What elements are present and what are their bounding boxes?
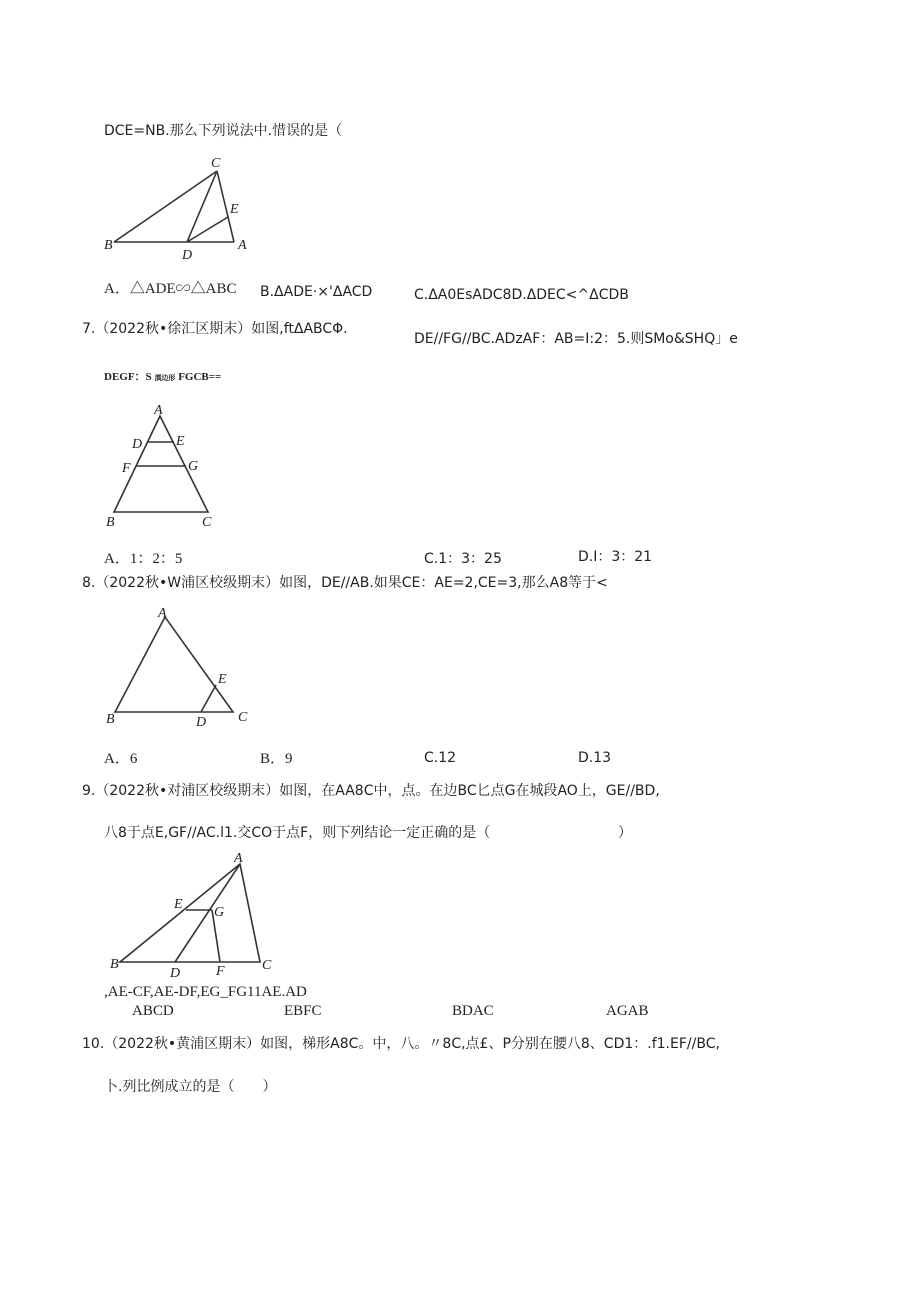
q6-stem-tail: DCE=NB.那么下列说法中.惜误的是（ <box>104 123 343 139</box>
q7-stem-line2-head: DEGF：S <box>104 371 152 383</box>
q8-option-b: B．9 <box>260 751 293 767</box>
q8-label-e: E <box>218 672 227 687</box>
q9-option-a-denominator: ABCD <box>132 1003 174 1019</box>
q8-label-d: D <box>196 715 207 730</box>
q9-label-c: C <box>262 958 272 973</box>
q7-stem: 7.（2022秋•徐汇区期末）如图,ftΔABCΦ. <box>82 321 348 337</box>
q7-label-e: E <box>176 434 185 449</box>
q7-stem-right: DE//FG//BC.ADzAF：AB=I:2：5.则SMo&SHQ」e <box>414 331 738 347</box>
q9-label-g: G <box>214 905 225 920</box>
q8-label-c: C <box>238 710 248 725</box>
q8-stem: 8.（2022秋•W浦区校级期末）如图，DE//AB.如果CE：AE=2,CE=3,那么A8等于< <box>82 575 608 591</box>
q9-stem-close: ） <box>618 825 632 841</box>
q7-option-d: D.I：3：21 <box>578 549 653 565</box>
q7-stem-line2-tail: FGCB== <box>178 371 222 383</box>
q9-option-d-denominator: AGAB <box>606 1003 649 1019</box>
q7-stem-subscript: 滇边形 <box>154 374 176 382</box>
q8-option-d: D.13 <box>578 750 612 766</box>
q7-label-g: G <box>188 459 199 474</box>
q8-label-b: B <box>106 712 115 727</box>
q6-label-d: D <box>182 248 193 263</box>
q9-label-d: D <box>170 966 181 981</box>
q9-options-line1: ,AE-CF,AE-DF,EG_FG11AE.AD <box>104 984 307 1000</box>
q6-label-b: B <box>104 238 113 253</box>
q7-stem-line2 <box>104 368 221 387</box>
q6-label-e: E <box>230 202 239 217</box>
q7-label-b: B <box>106 515 115 530</box>
q6-option-a: A．△ADE∽△ABC <box>104 281 237 297</box>
q9-label-f: F <box>216 964 225 979</box>
q9-stem: 9.（2022秋•对浦区校级期末）如图，在AA8C中，点。在边BC匕点G在城段AO上，GE//BD, <box>82 783 660 799</box>
q7-figure <box>100 400 230 530</box>
q9-stem-line2: 八8于点E,GF//AC.l1.交CO于点F，则下列结论一定正确的是（ <box>104 825 491 841</box>
q6-label-c: C <box>211 156 221 171</box>
q9-label-e: E <box>174 897 183 912</box>
q8-option-c: C.12 <box>424 750 457 766</box>
q7-label-d: D <box>132 437 143 452</box>
q9-label-a: A <box>234 851 243 866</box>
q6-figure <box>100 155 260 265</box>
q8-figure <box>100 605 260 735</box>
q8-option-a: A．6 <box>104 751 138 767</box>
q7-label-a: A <box>154 403 163 418</box>
q7-label-f: F <box>122 461 131 476</box>
q7-label-c: C <box>202 515 212 530</box>
q10-stem-line2: 卜.列比例成立的是（ ） <box>104 1079 277 1095</box>
q7-option-a: A．1：2：5 <box>104 551 183 567</box>
q6-label-a: A <box>238 238 247 253</box>
q7-option-c: C.1：3：25 <box>424 551 502 567</box>
q9-option-b-denominator: EBFC <box>284 1003 322 1019</box>
q8-label-a: A <box>158 606 167 621</box>
q6-option-b: B.ΔADE·×'ΔACD <box>260 284 373 300</box>
q9-label-b: B <box>110 957 119 972</box>
q9-option-c-denominator: BDAC <box>452 1003 494 1019</box>
q9-figure <box>100 848 280 981</box>
q10-stem: 10.（2022秋•黄浦区期末）如图，梯形A8C。中，八。〃8C,点£、P分别在腰八8、CD1：.f1.EF//BC, <box>82 1036 720 1052</box>
q6-option-cd: C.ΔA0EsADC8D.ΔDEC<^ΔCDB <box>414 287 629 303</box>
